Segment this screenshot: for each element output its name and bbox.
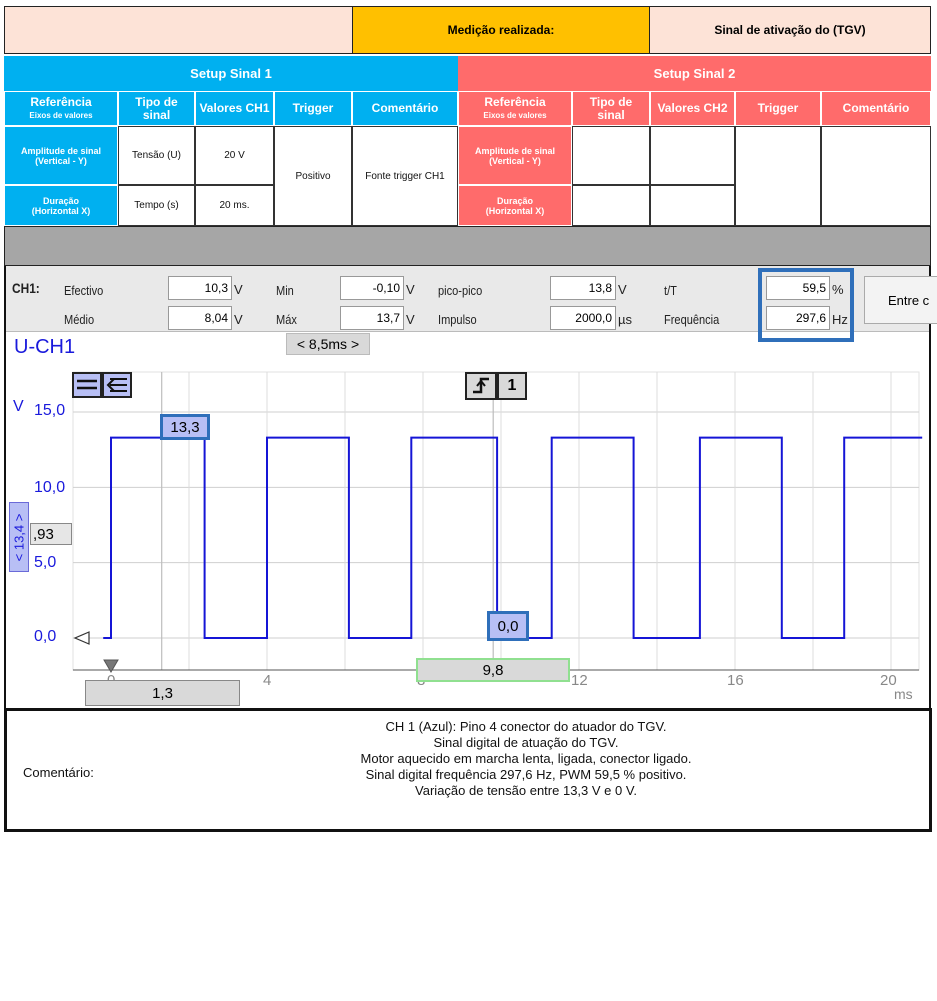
cursor-low-value[interactable]: 0,0 <box>487 611 529 641</box>
comment-label: Comentário: <box>23 765 94 780</box>
setup1-comment-value: Fonte trigger CH1 <box>352 126 458 226</box>
setup2-col-values: Valores CH2 <box>650 91 735 126</box>
shift-left-icon[interactable] <box>102 372 132 398</box>
scope-panel <box>4 266 931 708</box>
comment-line: Variação de tensão entre 13,3 V e 0 V. <box>415 783 637 798</box>
x-tick: 4 <box>263 672 272 689</box>
efectivo-label: Efectivo <box>64 283 104 298</box>
cursor-left-value[interactable]: 1,3 <box>85 680 240 706</box>
setup1-amp-value: 20 V <box>195 126 274 185</box>
entre-button[interactable]: Entre c <box>864 276 937 324</box>
measurement-readout: CH1: Efectivo Médio 10,3 8,04 V V Min Máx -0,10 13,7 V V pico-pico Impulso 13,8 2000,0 V µs t/T Frequência 59,5 297,6 % Hz Entre c <box>6 266 929 332</box>
signal-title: Sinal de ativação do (TGV) <box>649 6 931 54</box>
medio-value: 8,04 <box>168 306 232 330</box>
setup2-col-trigger: Trigger <box>735 91 821 126</box>
setup2-col-type: Tipo de sinal <box>572 91 650 126</box>
min-value: -0,10 <box>340 276 404 300</box>
efectivo-value: 10,3 <box>168 276 232 300</box>
freq-label: Frequência <box>664 312 720 327</box>
setup2-dur-type <box>572 185 650 226</box>
impulso-label: Impulso <box>438 312 477 327</box>
pp-label: pico-pico <box>438 283 483 298</box>
y-tick: 0,0 <box>34 628 57 645</box>
medio-label: Médio <box>64 312 95 327</box>
trigger-channel[interactable]: 1 <box>497 372 527 400</box>
pp-value: 13,8 <box>550 276 616 300</box>
trigger-edge-icon[interactable] <box>465 372 497 400</box>
time-marker[interactable]: < 8,5ms > <box>286 333 370 355</box>
setup2-title: Setup Sinal 2 <box>458 56 931 91</box>
setup2-col-comment: Comentário <box>821 91 931 126</box>
header-blank-cell <box>4 6 353 54</box>
tt-value: 59,5 <box>766 276 830 300</box>
setup1-trigger-value: Positivo <box>274 126 352 226</box>
setup1-col-trigger: Trigger <box>274 91 352 126</box>
y-side-value: ,93 <box>30 523 72 545</box>
cursor-high-value[interactable]: 13,3 <box>160 414 210 440</box>
setup1-col-type: Tipo de sinal <box>118 91 195 126</box>
zoom-fit-icon[interactable] <box>72 372 102 398</box>
comment-line: CH 1 (Azul): Pino 4 conector do atuador do TGV. <box>385 719 667 734</box>
setup1-col-values: Valores CH1 <box>195 91 274 126</box>
y-tick: 10,0 <box>34 479 66 496</box>
setup2-dur-value <box>650 185 735 226</box>
freq-value: 297,6 <box>766 306 830 330</box>
tt-label: t/T <box>664 283 677 298</box>
setup1-dur-label: Duração (Horizontal X) <box>4 185 118 226</box>
min-label: Min <box>276 283 294 298</box>
separator-bar <box>4 226 931 266</box>
setup1-amp-label: Amplitude de sinal (Vertical - Y) <box>4 126 118 185</box>
y-tick: 5,0 <box>34 554 57 571</box>
y-unit: V <box>13 398 24 415</box>
setup1-col-comment: Comentário <box>352 91 458 126</box>
setup1-amp-type: Tensão (U) <box>118 126 195 185</box>
comment-box <box>4 708 932 832</box>
setup2-col-ref: Referência Eixos de valores <box>458 91 572 126</box>
setup1-dur-type: Tempo (s) <box>118 185 195 226</box>
setup2-dur-label: Duração (Horizontal X) <box>458 185 572 226</box>
setup1-col-ref: Referência Eixos de valores <box>4 91 118 126</box>
x-tick: 12 <box>571 672 588 689</box>
comment-line: Sinal digital de atuação do TGV. <box>433 735 619 750</box>
measurement-label: Medição realizada: <box>352 6 650 54</box>
comment-line: Motor aquecido em marcha lenta, ligada, conector ligado. <box>360 751 692 766</box>
impulso-value: 2000,0 <box>550 306 616 330</box>
y-tick: 15,0 <box>34 402 66 419</box>
setup1-dur-value: 20 ms. <box>195 185 274 226</box>
max-label: Máx <box>276 312 297 327</box>
setup2-amp-label: Amplitude de sinal (Vertical - Y) <box>458 126 572 185</box>
x-tick: 20 <box>880 672 897 689</box>
comment-line: Sinal digital frequência 297,6 Hz, PWM 59,5 % positivo. <box>365 767 687 782</box>
setup2-comment-value <box>821 126 931 226</box>
max-value: 13,7 <box>340 306 404 330</box>
comment-text <box>193 719 859 799</box>
channel-title: U-CH1 <box>14 336 76 358</box>
y-side-label[interactable]: < 13,4 > <box>9 502 29 572</box>
channel-label: CH1: <box>12 280 40 296</box>
x-tick: 16 <box>727 672 744 689</box>
cursor-diff-value[interactable]: 9,8 <box>416 658 570 682</box>
setup2-amp-type <box>572 126 650 185</box>
x-unit: ms <box>894 686 913 702</box>
setup2-trigger-value <box>735 126 821 226</box>
setup1-title: Setup Sinal 1 <box>4 56 458 91</box>
setup2-amp-value <box>650 126 735 185</box>
